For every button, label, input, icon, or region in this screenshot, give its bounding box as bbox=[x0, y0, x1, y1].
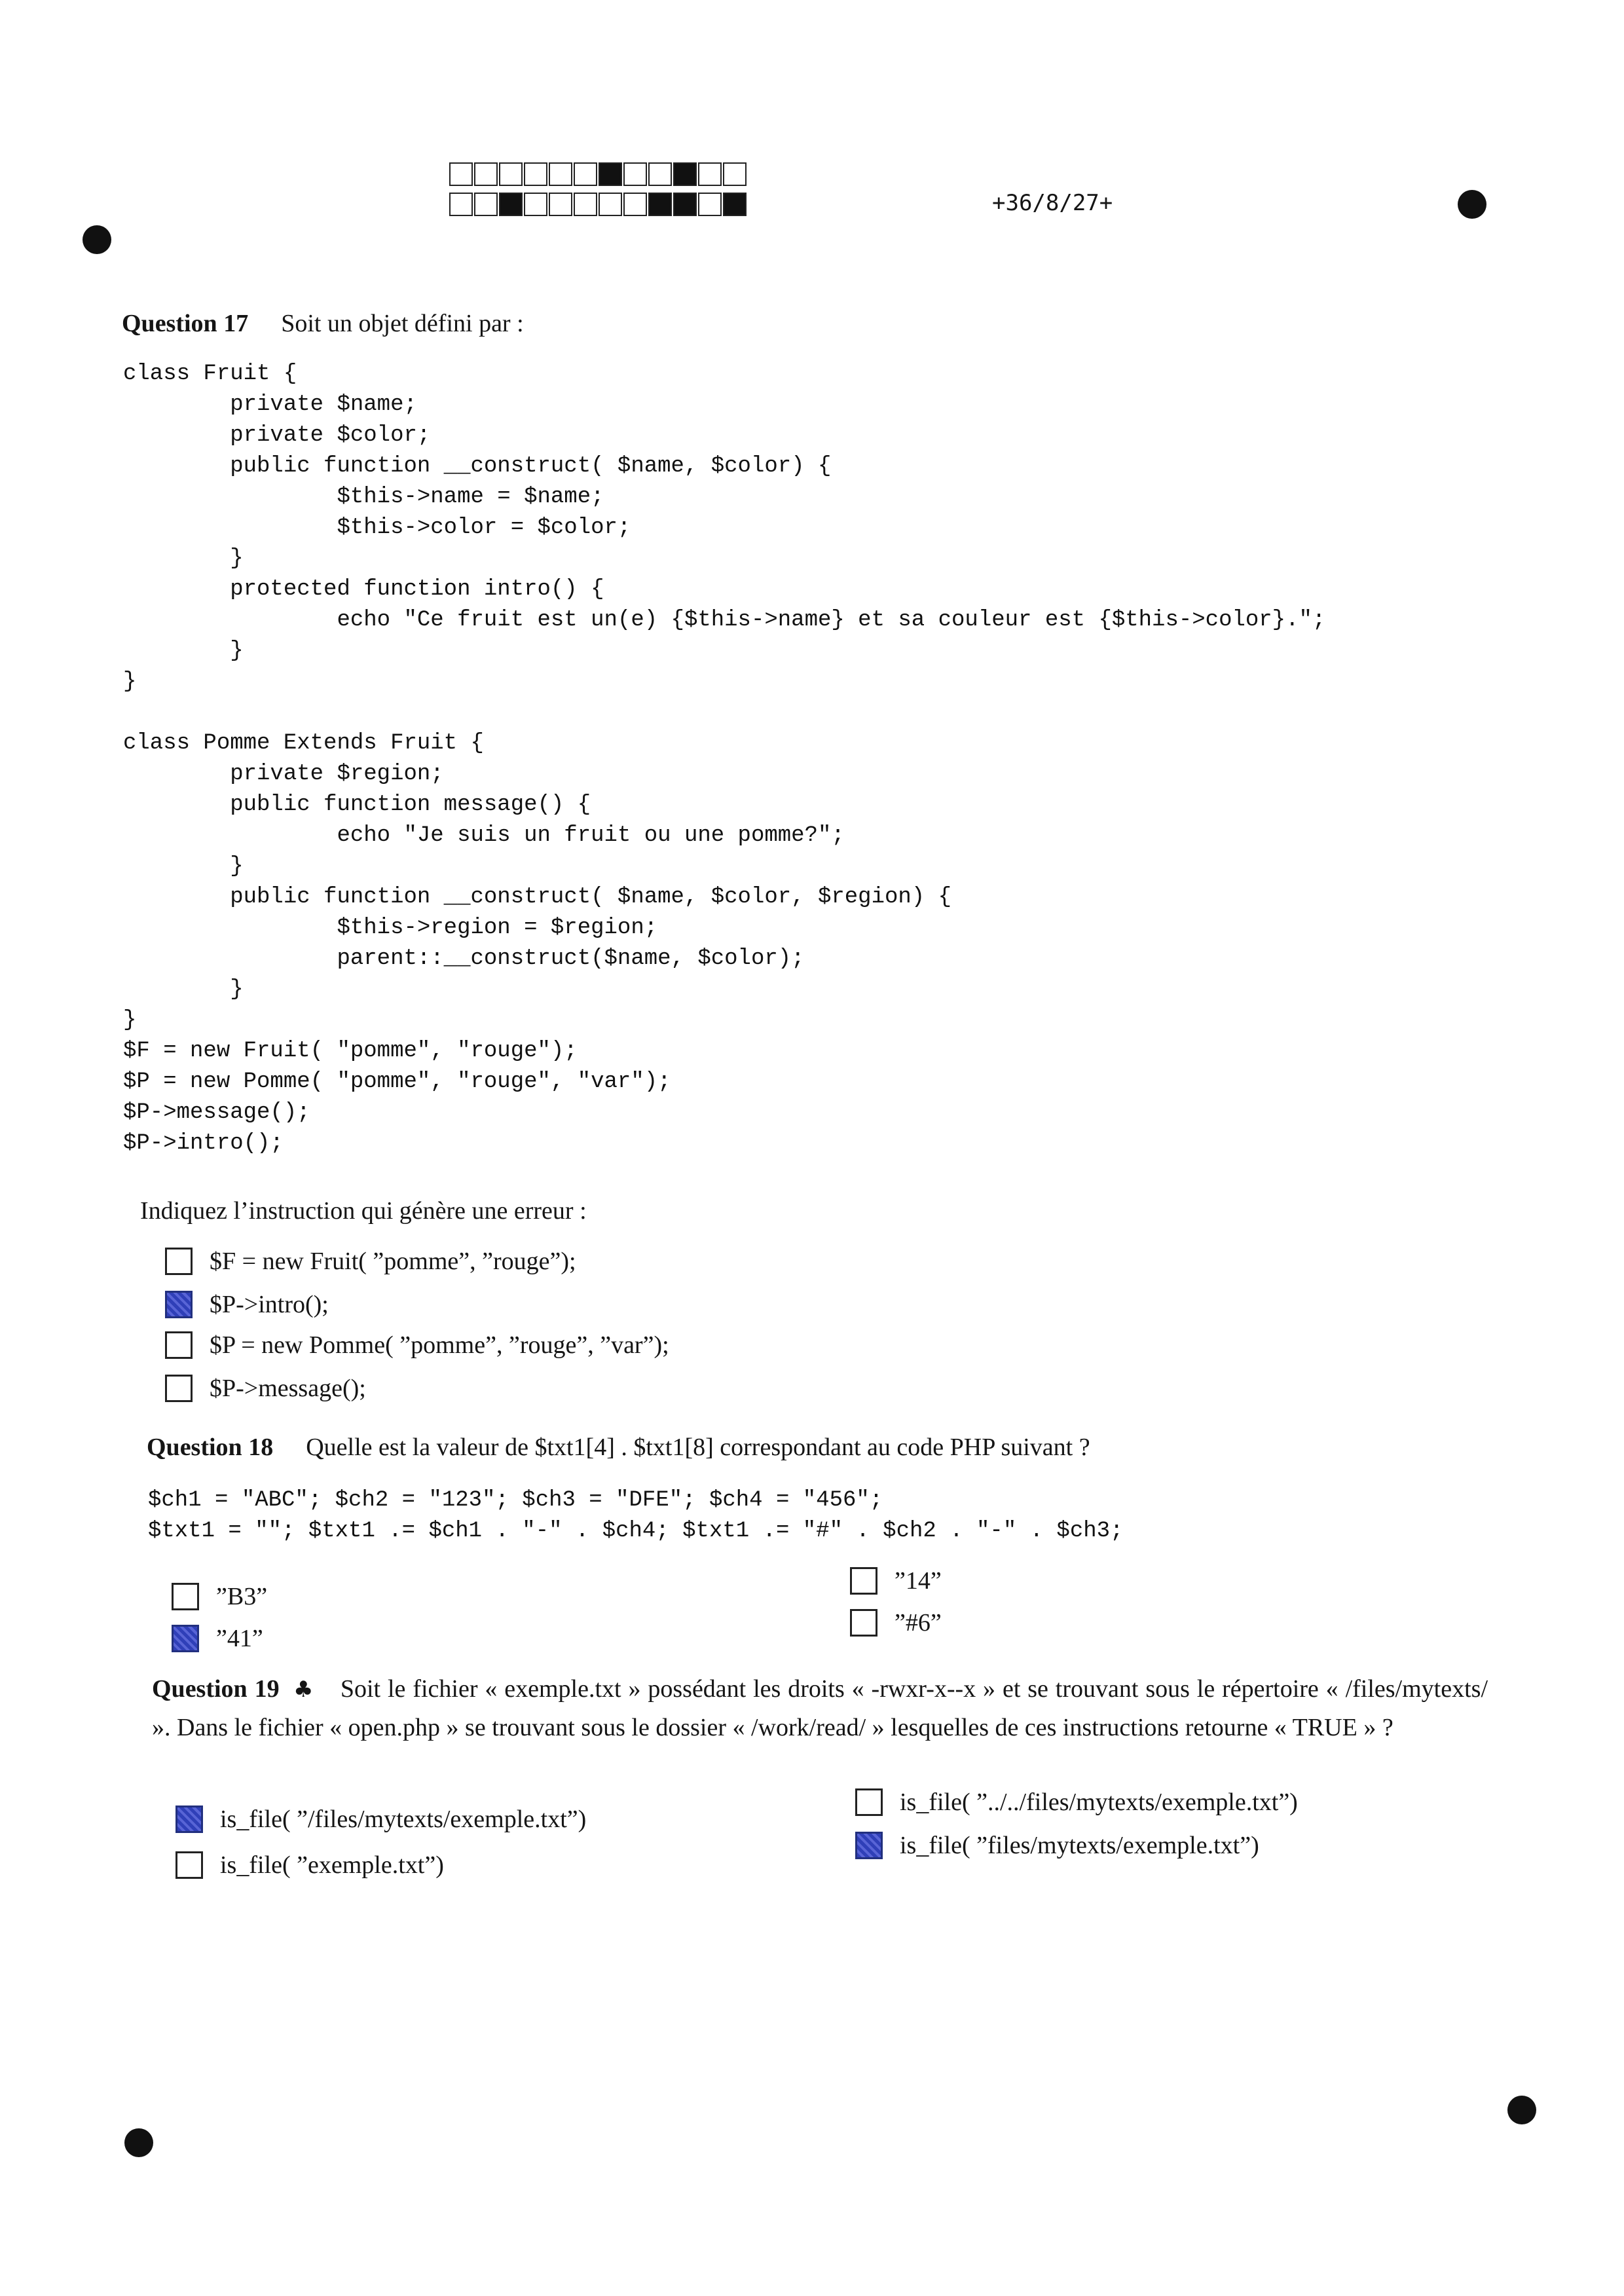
q17-code-block: class Fruit { private $name; private $color; public function __construct( $name, $color) { $this->name = $name; $this->color = $color; } protected function intro() { echo "Ce fruit est un(e) {$this->name} et sa couleur est {$this->color}."; } } class Pomme Extends Fruit { private $region; public function message() { echo "Je suis un fruit ou une pomme?"; } public function __construct( $name, $color, $region) { $this->region = $region; parent::__construct($name, $color); } } $F = new Fruit( "pomme", "rouge"); $P = new Pomme( "pomme", "rouge", "var"); $P->message(); $P->intro(); bbox=[123, 361, 1326, 1156]
question-19-header bbox=[152, 1670, 1488, 1747]
option-label: ”B3” bbox=[216, 1583, 268, 1610]
barcode-cell bbox=[499, 162, 523, 186]
answer-checkbox[interactable] bbox=[172, 1583, 199, 1610]
barcode-cell bbox=[623, 162, 647, 186]
page-identifier: +36/8/27+ bbox=[992, 190, 1113, 216]
q18-option-a[interactable] bbox=[172, 1582, 267, 1611]
question-prompt: Soit un objet défini par : bbox=[281, 310, 524, 337]
barcode-cell bbox=[574, 193, 597, 216]
registration-dot-bottom-left bbox=[124, 2128, 153, 2157]
barcode-cell bbox=[648, 162, 672, 186]
barcode-cell bbox=[673, 193, 697, 216]
question-18-header bbox=[147, 1432, 1090, 1464]
registration-dot-top-right bbox=[1458, 190, 1486, 219]
q17-option-c[interactable] bbox=[165, 1331, 669, 1360]
barcode-cell bbox=[673, 162, 697, 186]
question-number: Question 17 bbox=[122, 310, 249, 337]
multiple-answer-club-icon: ♣ bbox=[292, 1676, 314, 1703]
answer-checkbox-checked[interactable] bbox=[175, 1805, 203, 1833]
q18-option-d[interactable] bbox=[850, 1608, 942, 1637]
answer-checkbox[interactable] bbox=[850, 1567, 877, 1595]
answer-checkbox[interactable] bbox=[165, 1331, 193, 1359]
question-prompt: Soit le fichier « exemple.txt » possédant les droits « -rwxr-x--x » et se trouvant sous le répertoire « /files/mytexts/ ». Dans le fichier « open.php » se trouvant sous le dossier « /work/read/ » lesquelles de ces instructions retourne « TRUE » ? bbox=[152, 1675, 1488, 1741]
q17-instruction: Indiquez l’instruction qui génère une erreur : bbox=[140, 1197, 587, 1225]
barcode-cell bbox=[574, 162, 597, 186]
barcode-cell bbox=[449, 193, 473, 216]
barcode-cell bbox=[474, 162, 498, 186]
option-label: $P->intro(); bbox=[210, 1291, 329, 1318]
barcode-cell bbox=[623, 193, 647, 216]
q18-option-c[interactable] bbox=[850, 1566, 942, 1595]
question-number: Question 19 bbox=[152, 1675, 280, 1703]
answer-checkbox[interactable] bbox=[165, 1248, 193, 1275]
q19-option-c[interactable] bbox=[855, 1788, 1298, 1817]
barcode-cell bbox=[549, 162, 572, 186]
barcode-cell bbox=[474, 193, 498, 216]
answer-checkbox[interactable] bbox=[165, 1375, 193, 1402]
registration-dot-top-left bbox=[83, 225, 111, 254]
option-label: is_file( ”exemple.txt”) bbox=[220, 1851, 444, 1879]
q19-option-b[interactable] bbox=[175, 1851, 444, 1879]
page-barcode bbox=[449, 162, 748, 223]
answer-checkbox[interactable] bbox=[855, 1788, 883, 1816]
barcode-row bbox=[449, 162, 748, 187]
option-label: is_file( ”files/mytexts/exemple.txt”) bbox=[900, 1832, 1259, 1859]
q18-option-b[interactable] bbox=[172, 1624, 263, 1653]
option-label: ”#6” bbox=[895, 1609, 942, 1637]
option-label: is_file( ”/files/mytexts/exemple.txt”) bbox=[220, 1805, 587, 1833]
answer-checkbox[interactable] bbox=[850, 1609, 877, 1637]
barcode-row bbox=[449, 193, 748, 217]
answer-checkbox[interactable] bbox=[175, 1851, 203, 1879]
q17-option-d[interactable] bbox=[165, 1374, 366, 1403]
q17-option-b[interactable] bbox=[165, 1290, 329, 1319]
question-number: Question 18 bbox=[147, 1434, 274, 1461]
q19-option-d[interactable] bbox=[855, 1831, 1259, 1860]
answer-checkbox-checked[interactable] bbox=[165, 1291, 193, 1318]
barcode-cell bbox=[524, 162, 547, 186]
option-label: is_file( ”../../files/mytexts/exemple.txt”) bbox=[900, 1788, 1298, 1816]
barcode-cell bbox=[599, 193, 622, 216]
barcode-cell bbox=[723, 162, 747, 186]
barcode-cell bbox=[648, 193, 672, 216]
barcode-cell bbox=[698, 162, 722, 186]
q18-code-block: $ch1 = "ABC"; $ch2 = "123"; $ch3 = "DFE"; $ch4 = "456"; $txt1 = ""; $txt1 .= $ch1 . "-" . $ch4; $txt1 .= "#" . $ch2 . "-" . $ch3; bbox=[148, 1488, 1124, 1544]
option-label: $F = new Fruit( ”pomme”, ”rouge”); bbox=[210, 1248, 576, 1275]
barcode-cell bbox=[549, 193, 572, 216]
registration-dot-bottom-right bbox=[1507, 2096, 1536, 2124]
option-label: ”14” bbox=[895, 1567, 942, 1595]
answer-checkbox-checked[interactable] bbox=[855, 1832, 883, 1859]
barcode-cell bbox=[599, 162, 622, 186]
barcode-cell bbox=[524, 193, 547, 216]
barcode-cell bbox=[723, 193, 747, 216]
q19-option-a[interactable] bbox=[175, 1805, 586, 1834]
option-label: $P = new Pomme( ”pomme”, ”rouge”, ”var”); bbox=[210, 1331, 669, 1359]
barcode-cell bbox=[698, 193, 722, 216]
question-prompt: Quelle est la valeur de $txt1[4] . $txt1[8] correspondant au code PHP suivant ? bbox=[306, 1434, 1090, 1461]
barcode-cell bbox=[499, 193, 523, 216]
question-17-header bbox=[122, 308, 524, 340]
option-label: ”41” bbox=[216, 1625, 263, 1652]
q17-option-a[interactable] bbox=[165, 1247, 576, 1276]
option-label: $P->message(); bbox=[210, 1375, 366, 1402]
answer-checkbox-checked[interactable] bbox=[172, 1625, 199, 1652]
barcode-cell bbox=[449, 162, 473, 186]
